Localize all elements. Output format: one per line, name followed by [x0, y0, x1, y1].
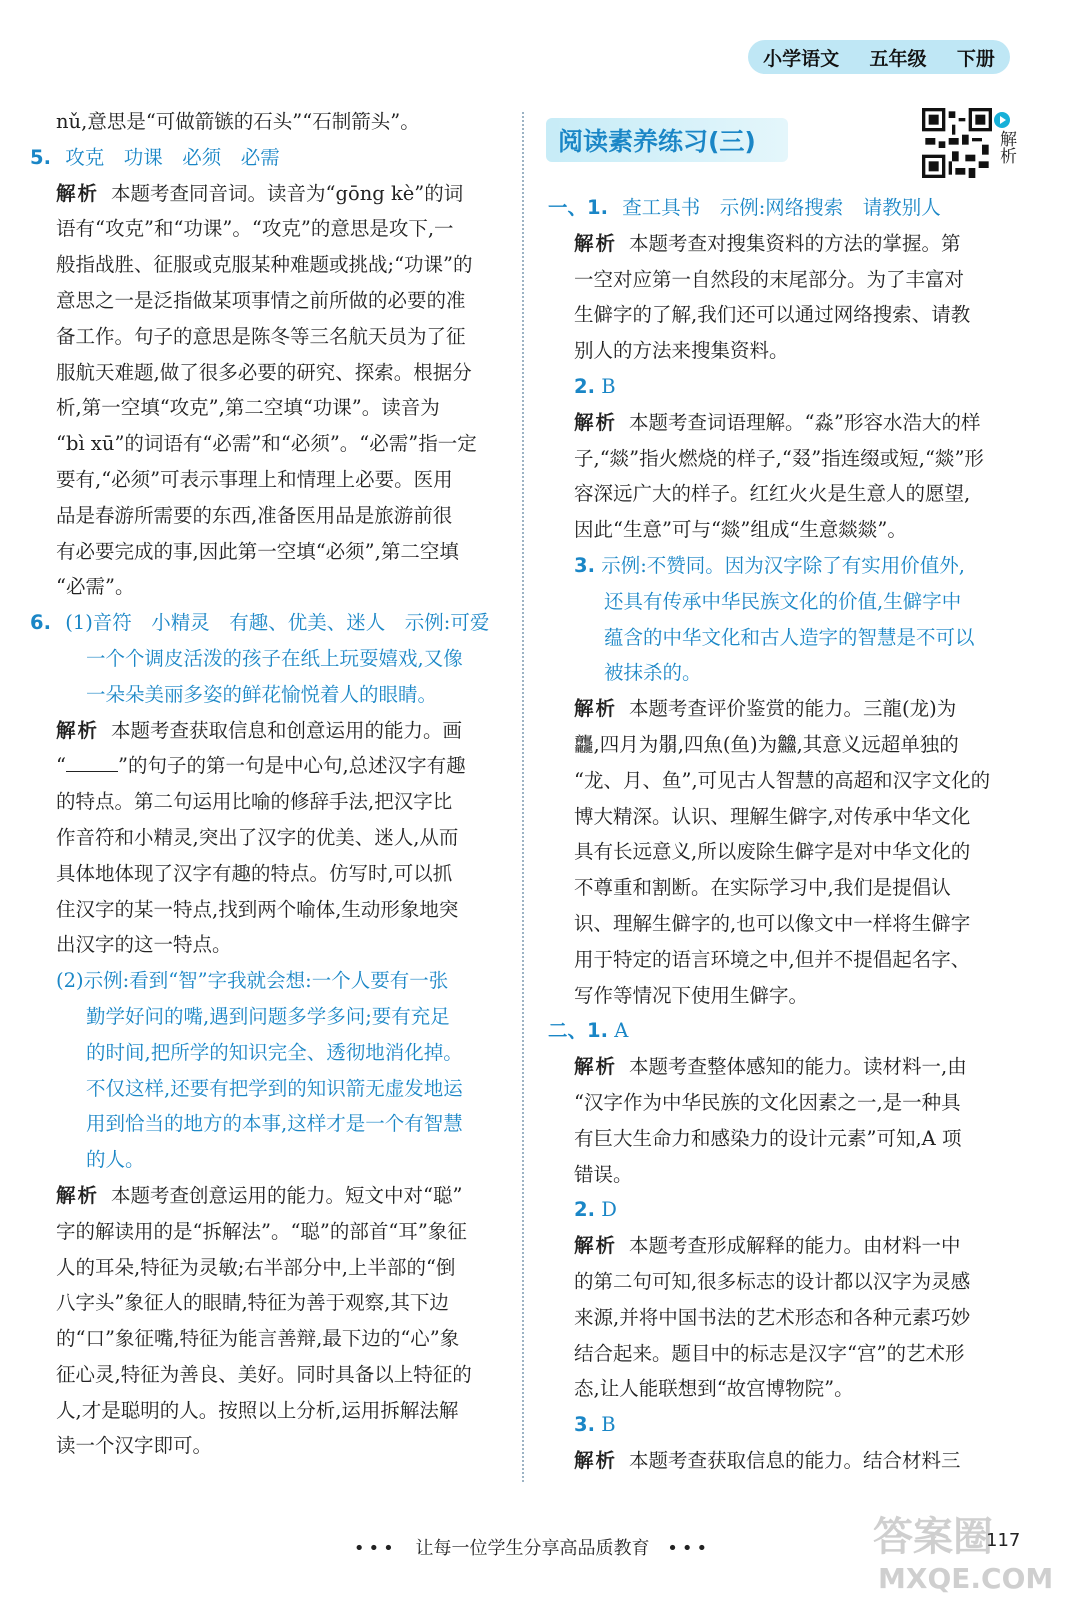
answer-text: D — [601, 1198, 617, 1222]
explanation-line: “必需”。 — [56, 575, 135, 599]
explanation-line: 住汉字的某一特点,找到两个喻体,生动形象地突 — [56, 897, 459, 921]
explanation-line: 因此“生意”可与“燚”组成“生意燚燚”。 — [574, 518, 907, 542]
answer-line: 的时间,把所学的知识完全、透彻地消化掉。 — [86, 1040, 463, 1064]
answer-text: 查工具书 示例:网络搜索 请教别人 — [622, 196, 941, 219]
answer-line: (2)示例:看到“智”字我就会想:一个人要有一张 — [56, 969, 449, 993]
qr-code-icon[interactable] — [922, 108, 992, 178]
explanation-line: 生僻字的了解,我们还可以通过网络搜索、请教 — [574, 303, 971, 327]
answer-text: B — [601, 1413, 616, 1437]
explanation-line: 来源,并将中国书法的艺术形态和各种元素巧妙 — [574, 1305, 971, 1329]
explanation-line: 解析 本题考查整体感知的能力。读材料一,由 — [574, 1055, 967, 1079]
text-line: nǔ,意思是“可做箭镞的石头”“石制箭头”。 — [56, 110, 420, 133]
explanation-line: 要有,“必须”可表示事理上和情理上必要。医用 — [56, 467, 453, 491]
jiexi-label: 解析 — [574, 1448, 618, 1472]
explanation-line: 品是春游所需要的东西,准备医用品是旅游前很 — [56, 503, 453, 527]
explanation-line: 解析 本题考查评价鉴赏的能力。三龍(龙)为 — [574, 697, 957, 721]
watermark-text: 答案圈 — [873, 1514, 993, 1560]
volume-label: 下册 — [956, 47, 995, 70]
answer-5 — [30, 140, 505, 176]
explanation-line: 识、理解生僻字的,也可以像文中一样将生僻字 — [574, 911, 971, 935]
question-number: 一、1. — [548, 196, 608, 219]
explanation-line: 错误。 — [574, 1162, 633, 1186]
qr-explain-label[interactable]: 解析 — [994, 112, 1018, 171]
explanation-line: “龙、月、鱼”,可见古人智慧的高超和汉字文化的 — [574, 768, 991, 792]
explanation-line: 备工作。句子的意思是陈冬等三名航天员为了征 — [56, 324, 466, 348]
explanation-line: 别人的方法来搜集资料。 — [574, 339, 789, 363]
explanation-line: 意思之一是泛指做某项事情之前所做的必要的准 — [56, 288, 466, 312]
explanation-line: 作音符和小精灵,突出了汉字的优美、迷人,从而 — [56, 825, 459, 849]
answer-line: 还具有传承中华民族文化的价值,生僻字中 — [604, 589, 962, 613]
answer-line: 一朵朵美丽多姿的鲜花愉悦着人的眼睛。 — [86, 682, 438, 706]
jiexi-label: 解析 — [574, 1234, 618, 1258]
subject-label: 小学语文 — [763, 47, 840, 70]
explanation-line: 解析 本题考查获取信息和创意运用的能力。画 — [56, 718, 463, 742]
explanation-line: 字的解读用的是“拆解法”。“聪”的部首“耳”象征 — [56, 1219, 467, 1243]
explanation-line: 的第二句可知,很多标志的设计都以汉字为灵感 — [574, 1269, 971, 1293]
grade-label: 五年级 — [869, 47, 927, 70]
answer-line: 的人。 — [86, 1148, 145, 1172]
answer-2-3 — [548, 1407, 1018, 1443]
answer-text: B — [601, 374, 616, 398]
jiexi-label: 解析 — [574, 697, 618, 721]
explanation-line: 解析 本题考查同音词。读音为“gōng kè”的词 — [56, 181, 464, 205]
answer-line: 勤学好问的嘴,遇到问题多学多问;要有充足 — [86, 1004, 450, 1028]
explanation-line: 写作等情况下使用生僻字。 — [574, 983, 809, 1007]
question-number: 3. — [574, 553, 595, 577]
answer-line: 一个个调皮活泼的孩子在纸上玩耍嬉戏,又像 — [86, 646, 463, 670]
jiexi-label: 解析 — [56, 181, 100, 205]
page-number: 117 — [986, 1530, 1021, 1551]
answer-1-1 — [548, 190, 1018, 226]
question-number: 2. — [574, 1198, 595, 1222]
explanation-line: 龘,四月为朤,四魚(鱼)为䲜,其意义远超单独的 — [574, 732, 959, 756]
explanation-line: 出汉字的这一特点。 — [56, 933, 232, 957]
explanation-line: 容深远广大的样子。红红火火是生意人的愿望, — [574, 482, 971, 506]
explanation-line: “ ”的句子的第一句是中心句,总述汉字有趣 — [56, 754, 466, 778]
explanation-line: 有必要完成的事,因此第一空填“必须”,第二空填 — [56, 539, 459, 563]
fill-blank — [66, 753, 118, 772]
explanation-line: 人的耳朵,特征为灵敏;右半部分中,上半部的“倒 — [56, 1255, 456, 1279]
answer-2-1 — [548, 1013, 1018, 1049]
explanation-line: 读一个汉字即可。 — [56, 1434, 213, 1458]
answer-line: 用到恰当的地方的本事,这样才是一个有智慧 — [86, 1112, 463, 1136]
watermark-url: MXQE.COM — [878, 1562, 1054, 1595]
footer-slogan: ••• 让每一位学生分享高品质教育 ••• — [353, 1538, 712, 1559]
question-number: 2. — [574, 374, 595, 398]
explanation-line: 具有长远意义,所以废除生僻字是对中华文化的 — [574, 840, 971, 864]
question-number: 二、1. — [548, 1019, 608, 1043]
explanation-line: 结合起来。题目中的标志是汉字“宫”的艺术形 — [574, 1341, 965, 1365]
explanation-line: 解析 本题考查创意运用的能力。短文中对“聪” — [56, 1183, 463, 1207]
section-title: 阅读素养练习(三) — [546, 118, 788, 162]
jiexi-label: 解析 — [574, 1055, 618, 1079]
question-number: 5. — [30, 145, 51, 169]
explanation-line: 征心灵,特征为善良、美好。同时具备以上特征的 — [56, 1362, 472, 1386]
play-icon — [994, 112, 1010, 128]
explanation-line: 人,才是聪明的人。按照以上分析,运用拆解法解 — [56, 1398, 459, 1422]
explanation-line: 具体地体现了汉字有趣的特点。仿写时,可以抓 — [56, 861, 453, 885]
watermark-logo — [868, 1500, 1058, 1595]
explanation-line: 态,让人能联想到“故宫博物院”。 — [574, 1377, 854, 1401]
answer-line: 不仅这样,还要有把学到的知识箭无虚发地运 — [86, 1076, 463, 1100]
explanation-line: 子,“燚”指火燃烧的样子,“叕”指连缀或短,“燚”形 — [574, 446, 984, 470]
answer-1-3 — [548, 548, 1018, 584]
explanation-line: 的“口”象征嘴,特征为能言善辩,最下边的“心”象 — [56, 1327, 460, 1351]
explanation-line: 一空对应第一自然段的末尾部分。为了丰富对 — [574, 267, 965, 291]
explanation-line: “汉字作为中华民族的文化因素之一,是一种具 — [574, 1090, 961, 1114]
jiexi-label: 解析 — [56, 718, 100, 742]
jiexi-label: 解析 — [574, 410, 618, 434]
jiexi-label: 解析 — [574, 231, 618, 255]
explanation-line: 有巨大生命力和感染力的设计元素”可知,A 项 — [574, 1126, 962, 1150]
book-header — [748, 40, 1010, 74]
answer-2-2 — [548, 1192, 1018, 1228]
explanation-line: 解析 本题考查形成解释的能力。由材料一中 — [574, 1234, 961, 1258]
jiexi-label: 解析 — [56, 1183, 100, 1207]
explanation-line: 八字头”象征人的眼睛,特征为善于观察,其下边 — [56, 1291, 449, 1315]
left-column — [30, 104, 505, 1464]
explanation-line: 不尊重和割断。在实际学习中,我们是提倡认 — [574, 876, 951, 900]
answer-text: 攻克 功课 必须 必需 — [65, 145, 280, 169]
answer-text: A — [614, 1019, 629, 1043]
explanation-line: 解析 本题考查词语理解。“淼”形容水浩大的样 — [574, 410, 981, 434]
right-column — [548, 190, 1018, 1479]
question-number: 6. — [30, 611, 51, 635]
explanation-line: 解析 本题考查获取信息的能力。结合材料三 — [574, 1448, 961, 1472]
answer-line: 被抹杀的。 — [604, 661, 702, 685]
answer-text: (1)音符 小精灵 有趣、优美、迷人 示例:可爱 — [65, 611, 490, 635]
explanation-line: “bì xū”的词语有“必需”和“必须”。“必需”指一定 — [56, 432, 477, 456]
explanation-line: 的特点。第二句运用比喻的修辞手法,把汉字比 — [56, 790, 453, 814]
explanation-line: 服航天难题,做了很多必要的研究、探索。根据分 — [56, 360, 472, 384]
answer-text: 示例:不赞同。因为汉字除了有实用价值外, — [601, 553, 965, 577]
answer-line: 蕴含的中华文化和古人造字的智慧是不可以 — [604, 625, 975, 649]
answer-6 — [30, 605, 505, 641]
explanation-line: 用于特定的语言环境之中,但并不提倡起名字、 — [574, 947, 971, 971]
question-number: 3. — [574, 1413, 595, 1437]
explanation-line: 语有“攻克”和“功课”。“攻克”的意思是攻下,一 — [56, 217, 454, 241]
column-divider — [522, 112, 524, 1482]
answer-1-2 — [548, 369, 1018, 405]
explanation-line: 博大精深。认识、理解生僻字,对传承中华文化 — [574, 804, 971, 828]
explanation-line: 解析 本题考查对搜集资料的方法的掌握。第 — [574, 231, 961, 255]
explanation-line: 般指战胜、征服或克服某种难题或挑战;“功课”的 — [56, 253, 473, 277]
explanation-line: 析,第一空填“攻克”,第二空填“功课”。读音为 — [56, 396, 440, 420]
